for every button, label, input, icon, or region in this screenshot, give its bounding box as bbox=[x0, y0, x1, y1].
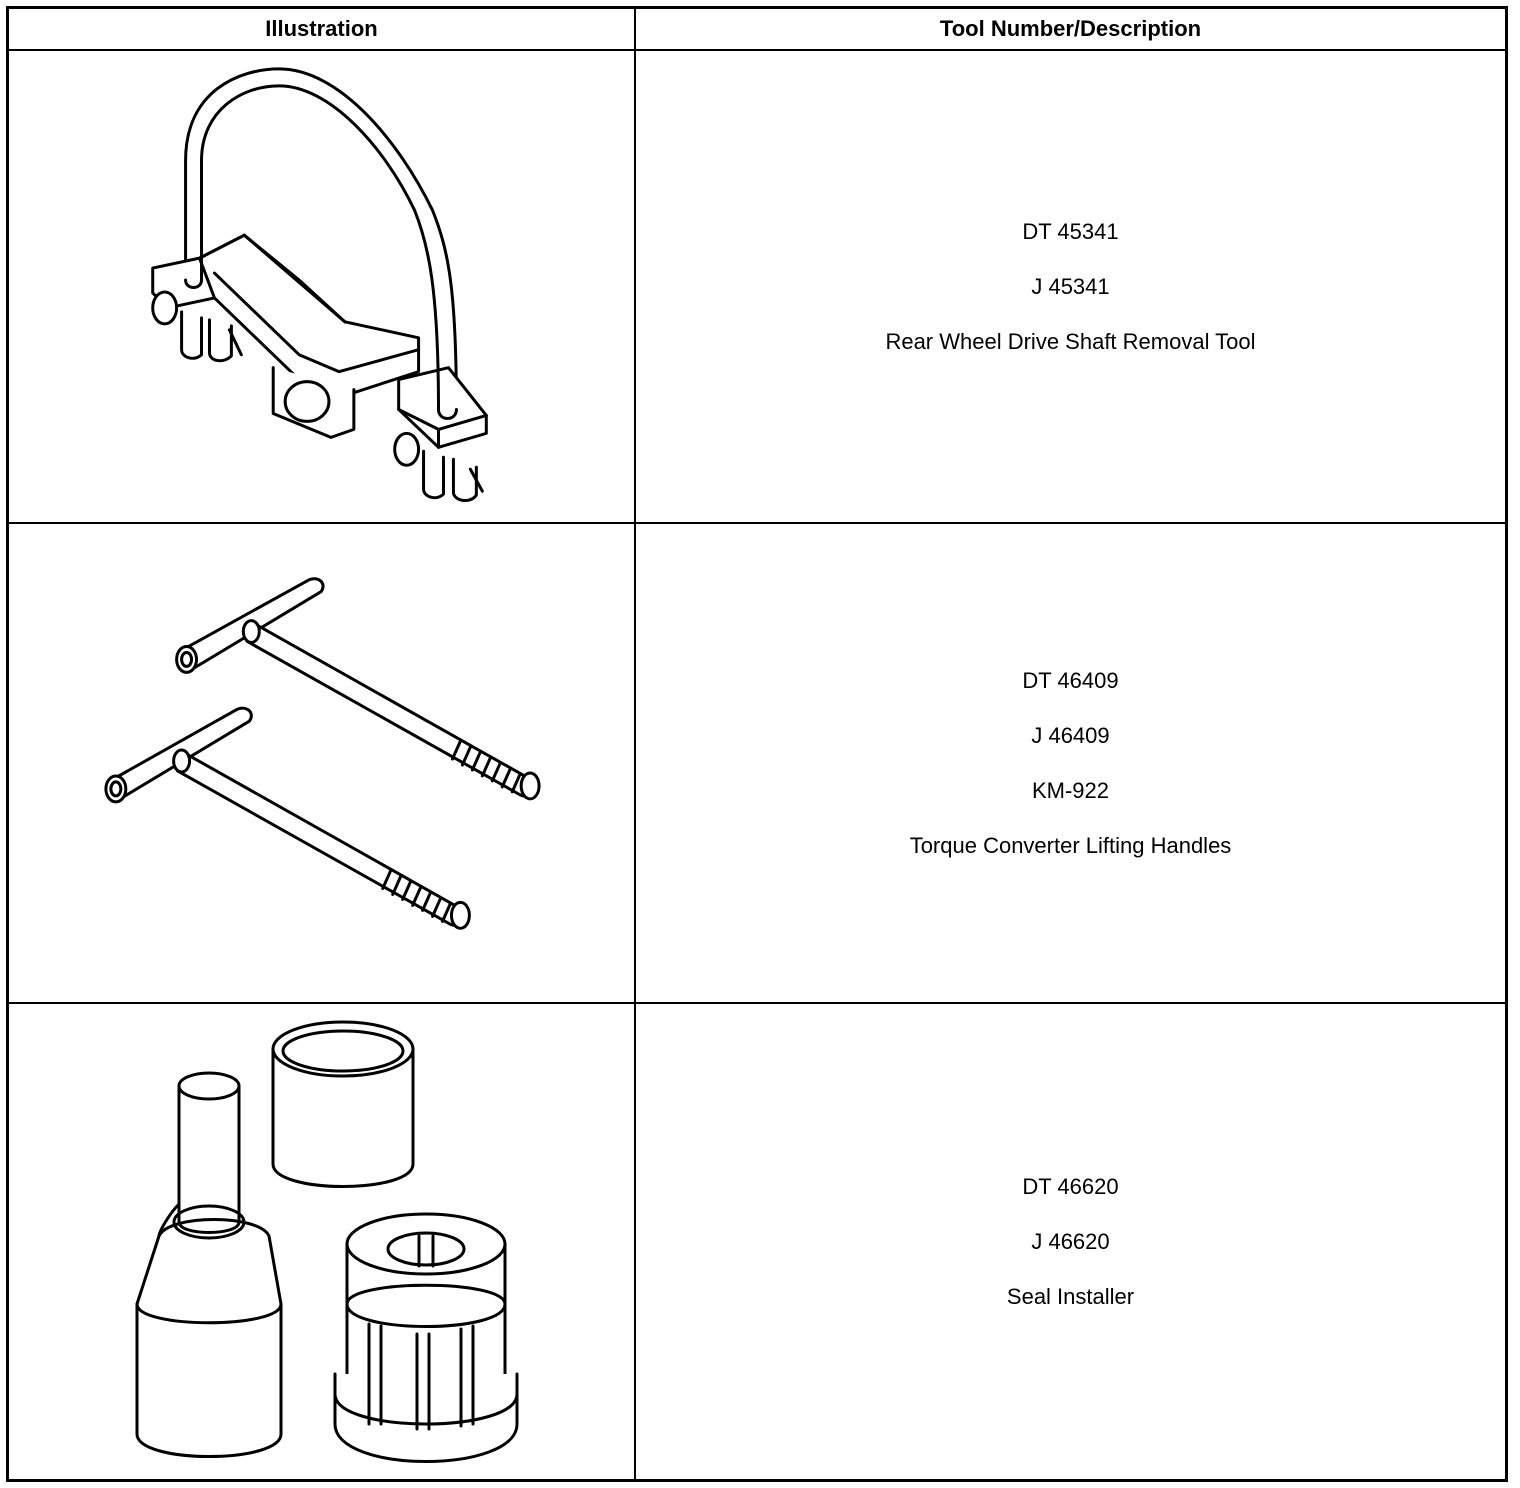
drive-shaft-removal-tool-illustration bbox=[9, 51, 634, 522]
tool-number: J 45341 bbox=[1031, 274, 1110, 299]
seal-installer-illustration bbox=[9, 1004, 634, 1479]
tool-description bbox=[636, 51, 1505, 522]
tool-name: Torque Converter Lifting Handles bbox=[909, 833, 1232, 858]
column-divider bbox=[634, 9, 636, 1479]
header-illustration: Illustration bbox=[265, 16, 378, 41]
tool-number: DT 46409 bbox=[1022, 668, 1119, 693]
tool-number: DT 45341 bbox=[1022, 219, 1119, 244]
table-header bbox=[9, 9, 1505, 51]
table-row bbox=[9, 524, 1505, 1004]
tool-name: Rear Wheel Drive Shaft Removal Tool bbox=[885, 329, 1256, 354]
header-tool-number-description: Tool Number/Description bbox=[939, 16, 1202, 41]
table-row bbox=[9, 51, 1505, 524]
tool-table bbox=[6, 6, 1508, 1482]
tool-name: Seal Installer bbox=[1006, 1284, 1135, 1309]
tool-description bbox=[636, 1004, 1505, 1479]
tool-number: DT 46620 bbox=[1022, 1174, 1119, 1199]
lifting-handles-illustration bbox=[9, 524, 634, 1002]
tool-number: KM-922 bbox=[1031, 778, 1110, 803]
tool-description bbox=[636, 524, 1505, 1002]
table-row bbox=[9, 1004, 1505, 1479]
tool-number: J 46620 bbox=[1031, 1229, 1110, 1254]
tool-number: J 46409 bbox=[1031, 723, 1110, 748]
